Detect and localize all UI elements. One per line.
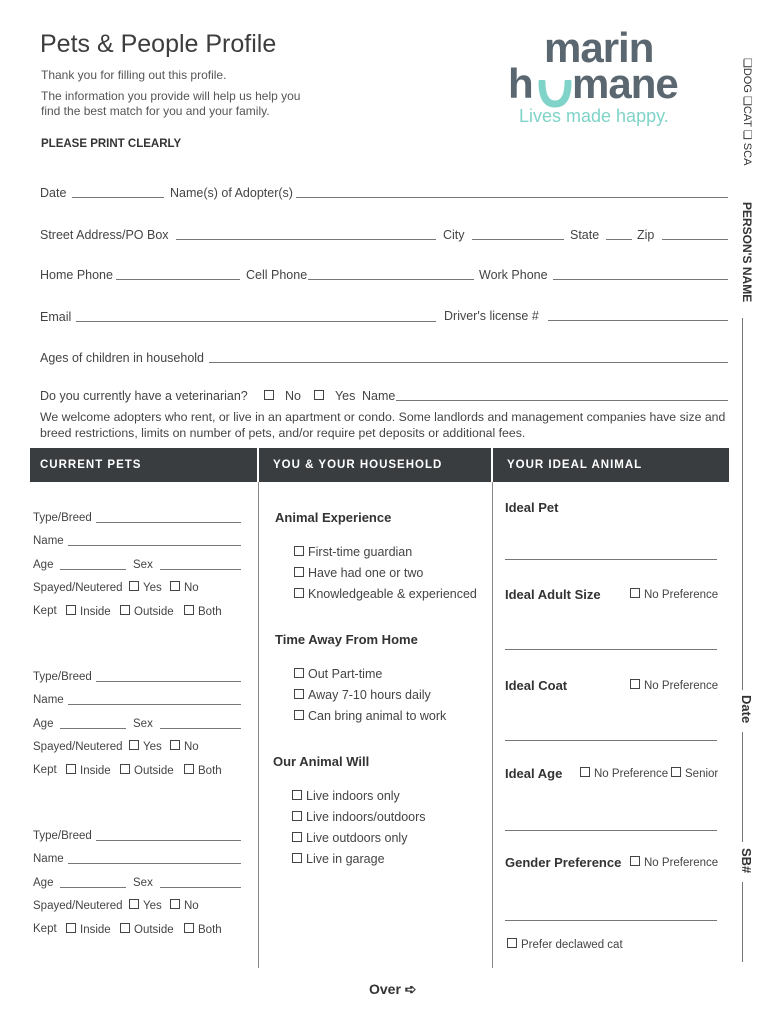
home-phone-field[interactable] [116,279,240,280]
email-field[interactable] [76,321,436,322]
logo-h: h [508,60,533,107]
pet2-inside[interactable] [66,764,111,777]
license-label: Driver's license # [444,309,539,323]
coat-no-preference[interactable] [630,679,718,692]
option-label: First-time guardian [308,545,413,559]
pet3-spayed-label: Spayed/Neutered [33,900,123,912]
checkbox-icon[interactable] [129,581,139,591]
checkbox-icon[interactable] [294,567,304,577]
checkbox-icon[interactable] [292,811,302,821]
street-label: Street Address/PO Box [40,228,169,242]
option-label: Have had one or two [308,566,424,580]
pet1-spayed-label: Spayed/Neutered [33,582,123,594]
away-option-7-10-hours[interactable] [294,688,431,702]
option-label: Knowledgeable & experienced [308,587,477,601]
checkbox-icon[interactable] [129,740,139,750]
checkbox-icon[interactable] [120,923,130,933]
logo-mane: mane [572,60,678,107]
checkbox-icon[interactable] [294,668,304,678]
no-preference-label: No Preference [644,680,719,692]
exp-option-experienced[interactable] [294,587,477,601]
our-animal-will-title: Our Animal Will [273,754,370,769]
animal-experience-title: Animal Experience [275,510,392,525]
household-header: YOU & YOUR HOUSEHOLD [259,448,492,482]
ideal-size-label: Ideal Adult Size [505,587,601,602]
pet1-name-field[interactable] [68,545,241,546]
checkbox-icon[interactable] [580,767,590,777]
pet1-inside[interactable] [66,605,111,618]
checkbox-icon[interactable] [630,588,640,598]
pet2-age-field[interactable] [60,728,126,729]
persons-name-label: PERSON'S NAME [740,202,754,303]
outside-label: Outside [134,606,174,618]
pet3-name-label: Name [33,853,64,865]
date-side-line[interactable] [742,732,743,842]
pet1-both[interactable] [184,605,222,618]
pet3-kept-label: Kept [33,923,57,935]
pet1-kept-label: Kept [33,605,57,617]
pet1-age-label: Age [33,559,54,571]
checkbox-icon[interactable] [292,853,302,863]
pet3-spayed-no[interactable] [170,899,199,912]
checkbox-icon[interactable] [671,767,681,777]
no-preference-label: No Preference [594,768,669,780]
header-divider [257,448,259,482]
pet3-name-field[interactable] [68,863,241,864]
over-label: Over ➪ [369,981,417,997]
checkbox-icon[interactable] [120,605,130,615]
option-label: Live indoors only [306,789,400,803]
option-label: Live indoors/outdoors [306,810,426,824]
current-pets-header: CURRENT PETS [30,448,267,482]
checkbox-icon[interactable] [292,832,302,842]
away-option-part-time[interactable] [294,667,382,681]
checkbox-icon[interactable] [294,710,304,720]
checkbox-icon[interactable] [314,390,324,400]
checkbox-icon[interactable] [264,390,274,400]
checkbox-icon[interactable] [170,581,180,591]
checkbox-icon[interactable] [66,764,76,774]
pet2-type-label: Type/Breed [33,671,92,683]
children-field[interactable] [209,362,728,363]
gender-preference-label: Gender Preference [505,855,622,870]
will-option-indoors-outdoors[interactable] [292,810,426,824]
vet-question: Do you currently have a veterinarian? [40,389,248,403]
pet3-spayed-yes[interactable] [129,899,162,912]
logo-smile-icon [538,80,572,108]
intro-line-2: find the best match for you and your family. [41,104,270,118]
checkbox-icon[interactable] [170,740,180,750]
checkbox-icon[interactable] [630,679,640,689]
outside-label: Outside [134,765,174,777]
pet2-sex-field[interactable] [160,728,241,729]
zip-field[interactable] [662,239,728,240]
yes-label: Yes [143,582,162,594]
gender-no-preference[interactable] [630,856,718,869]
away-option-bring-to-work[interactable] [294,709,446,723]
pet3-inside[interactable] [66,923,111,936]
license-field[interactable] [548,320,728,321]
print-clearly-label: PLEASE PRINT CLEARLY [41,138,182,150]
pet2-spayed-no[interactable] [170,740,199,753]
vet-name-field[interactable] [396,400,728,401]
both-label: Both [198,606,222,618]
checkbox-icon[interactable] [120,764,130,774]
date-side-label: Date [739,695,754,724]
intro-line-1: The information you provide will help us help you [41,89,301,103]
species-checkboxes[interactable]: ❏DOG ❏CAT ❏ SCA [741,58,753,166]
marin-humane-logo [508,24,708,134]
both-label: Both [198,924,222,936]
zip-label: Zip [637,228,655,242]
intro-thanks: Thank you for filling out this profile. [41,68,227,82]
no-preference-label: No Preference [644,857,719,869]
pet3-outside[interactable] [120,923,174,936]
cell-phone-label: Cell Phone [246,268,308,282]
pet2-sex-label: Sex [133,718,153,730]
pet2-spayed-label: Spayed/Neutered [33,741,123,753]
pet1-type-field[interactable] [96,522,241,523]
pet2-both[interactable] [184,764,222,777]
pet2-name-label: Name [33,694,64,706]
vet-name-label: Name [362,389,396,403]
work-phone-label: Work Phone [479,268,548,282]
pet1-sex-field[interactable] [160,569,241,570]
pet2-outside[interactable] [120,764,174,777]
senior-label: Senior [685,768,719,780]
date-field[interactable] [72,197,164,198]
option-label: Live outdoors only [306,831,408,845]
pet3-type-label: Type/Breed [33,830,92,842]
no-label: No [184,741,199,753]
pet3-sex-label: Sex [133,877,153,889]
street-field[interactable] [176,239,436,240]
checkbox-icon[interactable] [66,923,76,933]
checkbox-icon[interactable] [170,899,180,909]
email-label: Email [40,310,72,324]
checkbox-icon[interactable] [507,938,517,948]
time-away-title: Time Away From Home [275,632,418,647]
both-label: Both [198,765,222,777]
ideal-pet-label: Ideal Pet [505,500,559,515]
logo-marin-text: marin [544,24,654,71]
ideal-pet-field[interactable] [505,559,717,560]
header-divider [491,448,493,482]
page-title: Pets & People Profile [40,30,277,58]
ideal-size-field[interactable] [505,649,717,650]
children-label: Ages of children in household [40,351,205,365]
date-label: Date [40,186,67,200]
option-label: Away 7-10 hours daily [308,688,431,702]
inside-label: Inside [80,924,111,936]
sb-line[interactable] [742,882,743,962]
option-label: Out Part-time [308,667,383,681]
yes-label: Yes [143,741,162,753]
cell-phone-field[interactable] [308,279,474,280]
work-phone-field[interactable] [553,279,728,280]
checkbox-icon[interactable] [129,899,139,909]
adopters-label: Name(s) of Adopter(s) [170,186,293,200]
sb-label: SB# [739,848,754,874]
state-label: State [570,228,600,242]
pet2-spayed-yes[interactable] [129,740,162,753]
vet-no-label: No [284,389,301,403]
outside-label: Outside [134,924,174,936]
rental-notice: We welcome adopters who rent, or live in an apartment or condo. Some landlords and management companies have size and breed restrictions, limits on number of pets, and/or require pet deposits or additional fees. [40,410,726,440]
declawed-label: Prefer declawed cat [521,939,623,951]
no-label: No [184,900,199,912]
checkbox-icon[interactable] [184,923,194,933]
persons-name-line[interactable] [742,318,743,690]
gender-preference-field[interactable] [505,920,717,921]
ideal-coat-field[interactable] [505,740,717,741]
checkbox-icon[interactable] [630,856,640,866]
pet1-spayed-yes[interactable] [129,581,162,594]
will-option-indoors[interactable] [292,789,400,803]
will-option-garage[interactable] [292,852,385,866]
checkbox-icon[interactable] [294,546,304,556]
adopters-field[interactable] [296,197,728,198]
checkbox-icon[interactable] [294,689,304,699]
inside-label: Inside [80,606,111,618]
column-divider [492,482,493,968]
pet1-outside[interactable] [120,605,174,618]
pet1-sex-label: Sex [133,559,153,571]
pet3-age-field[interactable] [60,887,126,888]
pet3-both[interactable] [184,923,222,936]
vet-no-option[interactable] [264,389,301,403]
pet3-sex-field[interactable] [160,887,241,888]
inside-label: Inside [80,765,111,777]
pet2-name-field[interactable] [68,704,241,705]
exp-option-first-time[interactable] [294,545,412,559]
vet-yes-label: Yes [334,389,356,403]
ideal-age-label: Ideal Age [505,766,563,781]
ideal-coat-label: Ideal Coat [505,678,568,693]
pet2-kept-label: Kept [33,764,57,776]
checkbox-icon[interactable] [294,588,304,598]
pet1-spayed-no[interactable] [170,581,199,594]
ideal-animal-header: YOUR IDEAL ANIMAL [493,448,729,482]
size-no-preference[interactable] [630,588,718,601]
logo-tagline: Lives made happy. [519,106,669,126]
pet1-age-field[interactable] [60,569,126,570]
age-senior[interactable] [671,767,718,780]
exp-option-one-or-two[interactable] [294,566,423,580]
pet1-type-label: Type/Breed [33,512,92,524]
column-divider [258,482,259,968]
option-label: Live in garage [306,852,385,866]
pet1-name-label: Name [33,535,64,547]
option-label: Can bring animal to work [308,709,447,723]
prefer-declawed-option[interactable] [507,938,623,951]
no-preference-label: No Preference [644,589,719,601]
vet-yes-option[interactable] [314,389,355,403]
ideal-age-field[interactable] [505,830,717,831]
checkbox-icon[interactable] [292,790,302,800]
no-label: No [184,582,199,594]
pet3-age-label: Age [33,877,54,889]
checkbox-icon[interactable] [66,605,76,615]
pet2-age-label: Age [33,718,54,730]
age-no-preference[interactable] [580,767,668,780]
checkbox-icon[interactable] [184,764,194,774]
state-field[interactable] [606,239,632,240]
home-phone-label: Home Phone [40,268,113,282]
yes-label: Yes [143,900,162,912]
pet3-type-field[interactable] [96,840,241,841]
checkbox-icon[interactable] [184,605,194,615]
pet2-type-field[interactable] [96,681,241,682]
will-option-outdoors[interactable] [292,831,407,845]
city-label: City [443,228,465,242]
city-field[interactable] [472,239,564,240]
